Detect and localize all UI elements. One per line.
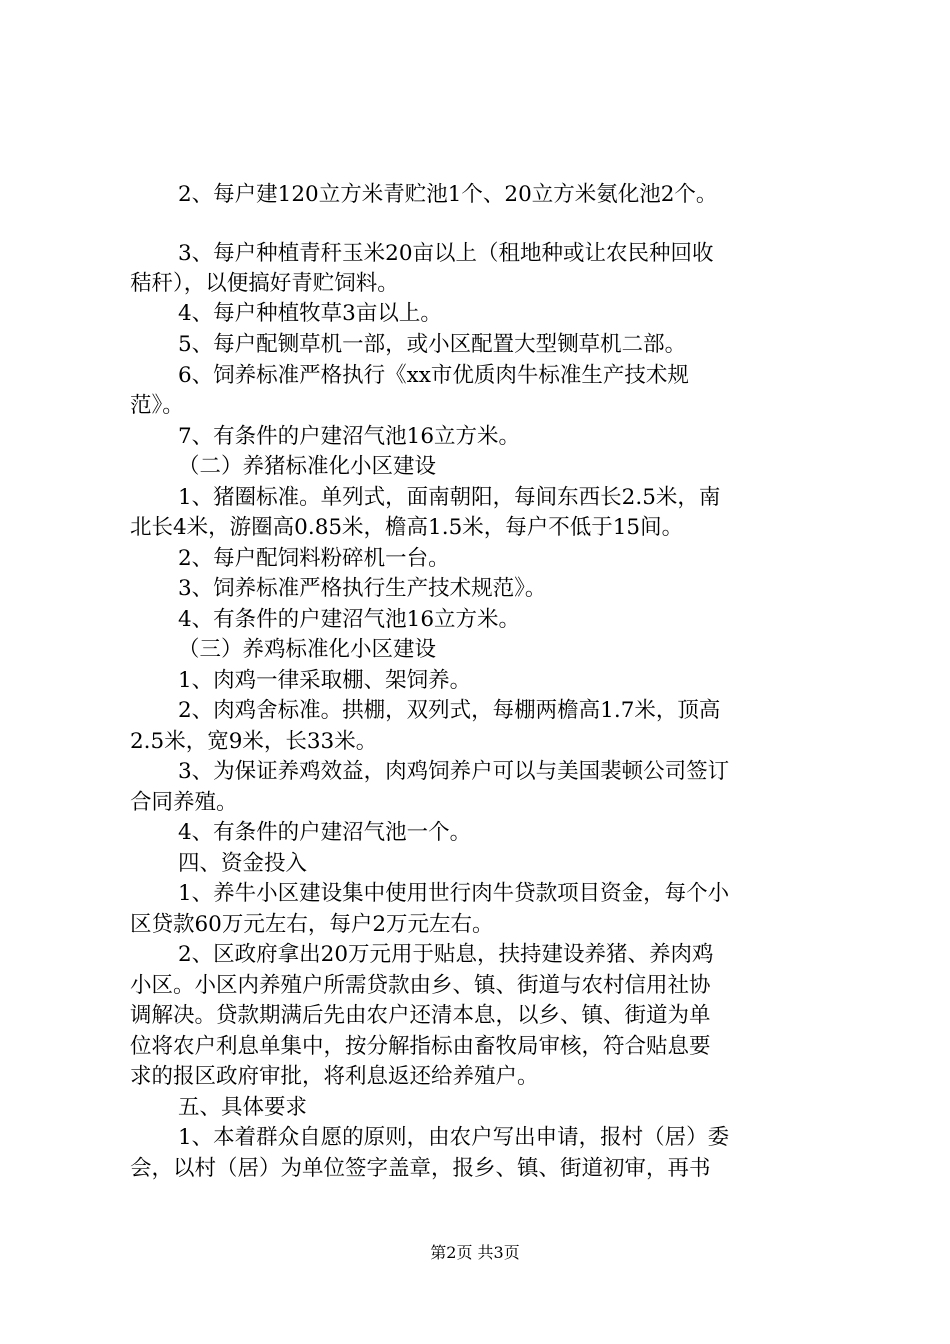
text-line: 2、每户配饲料粉碎机一台。 — [178, 546, 450, 571]
text-line: 3、每户种植青秆玉米20亩以上（租地种或让农民种回收 — [178, 241, 714, 266]
text-line: 秸秆），以便搞好青贮饲料。 — [130, 271, 399, 296]
text-line: 5、每户配铡草机一部，或小区配置大型铡草机二部。 — [178, 332, 687, 357]
text-line: 范》。 — [130, 393, 184, 418]
text-line: 1、养牛小区建设集中使用世行肉牛贷款项目资金，每个小 — [178, 881, 730, 906]
text-line: 1、肉鸡一律采取棚、架饲养。 — [178, 668, 472, 693]
text-line: 6、饲养标准严格执行《xx市优质肉牛标准生产技术规 — [178, 363, 689, 388]
text-line: 2.5米，宽9米，长33米。 — [130, 729, 378, 754]
text-line: 北长4米，游圈高0.85米，檐高1.5米，每户不低于15间。 — [130, 515, 684, 540]
text-line: 调解决。贷款期满后先由农户还清本息，以乡、镇、街道为单 — [130, 1003, 711, 1028]
section-heading: （三）养鸡标准化小区建设 — [178, 637, 437, 662]
text-line: 区贷款60万元左右，每户2万元左右。 — [130, 912, 494, 937]
text-line: 4、有条件的户建沼气池一个。 — [178, 820, 472, 845]
text-line: 7、有条件的户建沼气池16立方米。 — [178, 424, 521, 449]
text-line: 会，以村（居）为单位签字盖章，报乡、镇、街道初审，再书 — [130, 1156, 711, 1181]
section-heading: 五、具体要求 — [178, 1095, 308, 1120]
text-line: 2、肉鸡舍标准。拱棚，双列式，每棚两檐高1.7米，顶高 — [178, 698, 721, 723]
text-line: 求的报区政府审批，将利息返还给养殖户。 — [130, 1064, 539, 1089]
text-line: 3、饲养标准严格执行生产技术规范》。 — [178, 576, 547, 601]
text-line: 4、每户种植牧草3亩以上。 — [178, 301, 442, 326]
text-line: 2、区政府拿出20万元用于贴息，扶持建设养猪、养肉鸡 — [178, 942, 714, 967]
text-line: 小区。小区内养殖户所需贷款由乡、镇、街道与农村信用社协 — [130, 973, 711, 998]
text-line: 1、本着群众自愿的原则，由农户写出申请，报村（居）委 — [178, 1125, 730, 1150]
text-line: 1、猪圈标准。单列式，面南朝阳，每间东西长2.5米，南 — [178, 485, 721, 510]
text-line: 3、为保证养鸡效益，肉鸡饲养户可以与美国裴顿公司签订 — [178, 759, 730, 784]
text-line: 4、有条件的户建沼气池16立方米。 — [178, 607, 521, 632]
text-line: 位将农户利息单集中，按分解指标由畜牧局审核，符合贴息要 — [130, 1034, 711, 1059]
section-heading: 四、资金投入 — [178, 851, 308, 876]
page-footer: 第2页 共3页 — [430, 1243, 520, 1262]
text-line: 合同养殖。 — [130, 790, 238, 815]
section-heading: （二）养猪标准化小区建设 — [178, 454, 437, 479]
text-line: 2、每户建120立方米青贮池1个、20立方米氨化池2个。 — [178, 182, 718, 207]
